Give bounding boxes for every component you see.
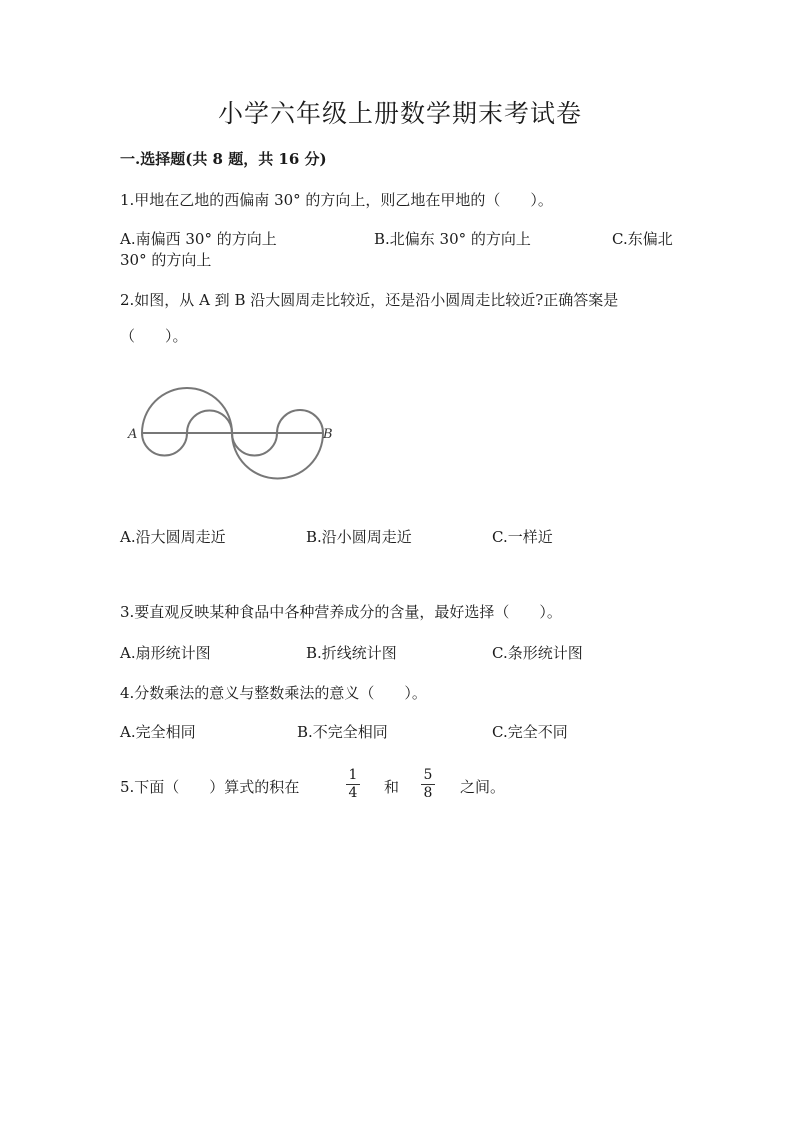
question-2-stem: 2.如图，从 A 到 B 沿大圆周走比较近，还是沿小圆周走比较近?正确答案是 <box>120 291 619 309</box>
small-upper-semicircle-right <box>277 410 323 433</box>
q1-option-a: A.南偏西 30° 的方向上 <box>120 230 277 248</box>
q2-option-c: C.一样近 <box>492 528 553 546</box>
fraction-2-numerator: 5 <box>423 767 433 783</box>
q4-option-b: B.不完全相同 <box>297 723 388 741</box>
question-1-stem: 1.甲地在乙地的西偏南 30° 的方向上，则乙地在甲地的（ ）。 <box>120 191 553 209</box>
q1-option-c-continued: 30° 的方向上 <box>120 251 212 269</box>
page-title: 小学六年级上册数学期末考试卷 <box>217 99 582 128</box>
label-a: A <box>128 427 138 442</box>
section-heading: 一.选择题(共 8 题，共 16 分) <box>120 150 327 168</box>
q4-option-a: A.完全相同 <box>120 723 196 741</box>
fraction-five-eighths <box>421 768 435 801</box>
q2-option-a: A.沿大圆周走近 <box>120 528 226 546</box>
q3-option-c: C.条形统计图 <box>492 644 583 662</box>
small-upper-semicircle-left <box>187 411 232 434</box>
small-lower-semicircle-right <box>232 433 277 456</box>
question-2-stem-continued: （ ）。 <box>120 327 188 345</box>
q4-option-c: C.完全不同 <box>492 723 568 741</box>
large-lower-semicircle <box>232 433 323 479</box>
question-4-stem: 4.分数乘法的意义与整数乘法的意义（ ）。 <box>120 684 427 702</box>
fraction-1-numerator: 1 <box>348 767 358 783</box>
fraction-1-denominator: 4 <box>348 785 358 801</box>
q1-option-c: C.东偏北 <box>612 230 673 248</box>
label-b: B <box>323 427 333 442</box>
small-lower-semicircle-left <box>142 433 187 456</box>
question-5-and: 和 <box>384 778 400 796</box>
q3-option-b: B.折线统计图 <box>306 644 397 662</box>
q2-option-b: B.沿小圆周走近 <box>306 528 412 546</box>
question-3-stem: 3.要直观反映某种食品中各种营养成分的含量，最好选择（ ）。 <box>120 603 562 621</box>
q3-option-a: A.扇形统计图 <box>120 644 211 662</box>
q1-option-b: B.北偏东 30° 的方向上 <box>374 230 531 248</box>
fraction-one-quarter <box>346 768 360 801</box>
fraction-2-denominator: 8 <box>423 785 433 801</box>
question-5-end: 之间。 <box>460 778 506 796</box>
circle-path-figure <box>120 376 350 486</box>
question-5-stem: 5.下面（ ）算式的积在 <box>120 778 300 796</box>
